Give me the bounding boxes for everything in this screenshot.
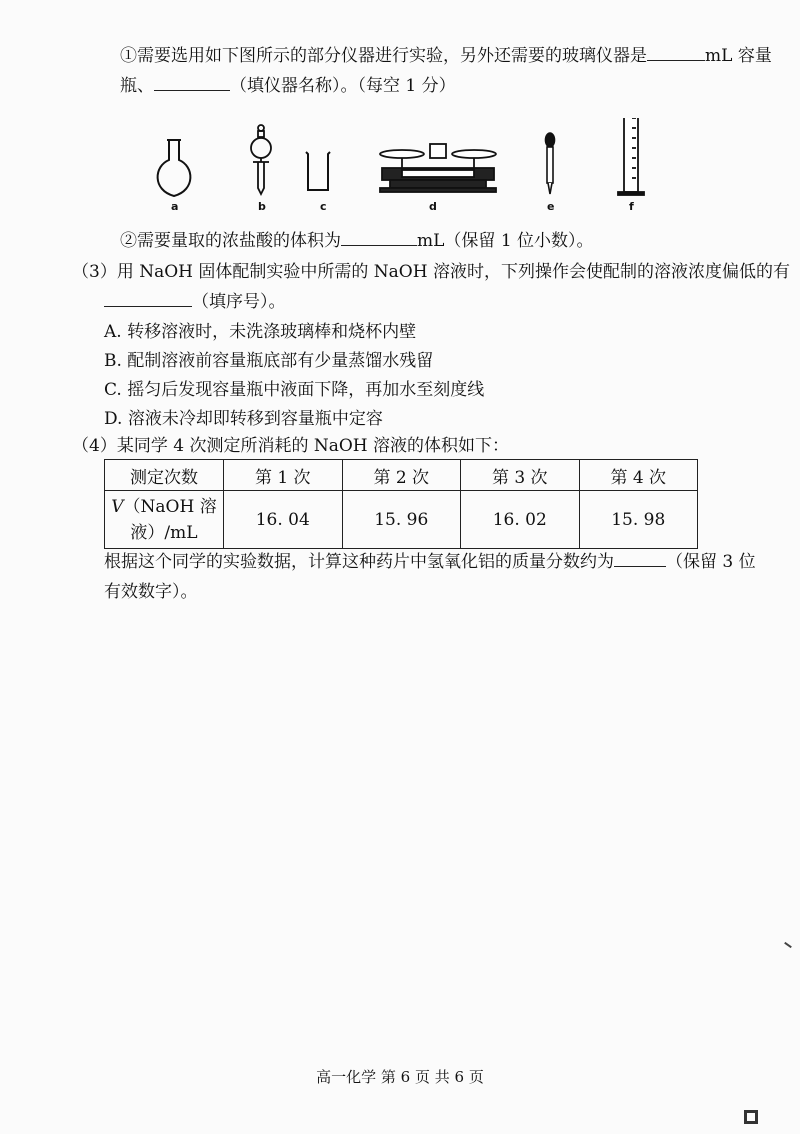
apparatus-label-f: f <box>629 200 634 213</box>
row-label-part2: 液）/mL <box>130 522 198 543</box>
table-cell: 15. 96 <box>342 491 461 549</box>
answer-blank-instrument-name[interactable] <box>154 74 230 91</box>
separatory-funnel-icon <box>251 125 271 194</box>
q2-2-line <box>120 229 594 253</box>
q4-line2: 有效数字）。 <box>104 582 198 602</box>
row-label-part1-text: （NaOH 溶 <box>123 496 217 517</box>
table-cell: 15. 98 <box>579 491 698 549</box>
margin-mark <box>784 942 792 948</box>
apparatus-figure <box>140 118 680 228</box>
table-header-cell: 第 2 次 <box>342 460 461 491</box>
q2-1-text-bottle: 瓶、 <box>120 76 154 96</box>
answer-blank-mass-fraction[interactable] <box>614 550 666 567</box>
apparatus-label-b: b <box>258 200 266 213</box>
q2-1-text-instruction: （填仪器名称）。（每空 1 分） <box>230 76 456 96</box>
table-header-cell: 第 1 次 <box>224 460 343 491</box>
q2-1-text-unit: mL 容量 <box>705 46 772 66</box>
q3-line2 <box>104 290 286 314</box>
q3-option-c: C. 摇匀后发现容量瓶中液面下降，再加水至刻度线 <box>104 380 485 400</box>
q3-option-d: D. 溶液未冷却即转移到容量瓶中定容 <box>104 409 383 429</box>
dropper-icon <box>546 133 555 194</box>
balance-icon <box>380 144 496 192</box>
table-row-label: V（NaOH 溶 液）/mL <box>105 491 224 549</box>
qr-code-icon <box>744 1110 758 1124</box>
apparatus-label-c: c <box>320 200 327 213</box>
q2-1-line2 <box>120 74 456 98</box>
apparatus-label-d: d <box>429 200 437 213</box>
data-table <box>104 459 698 549</box>
beaker-icon <box>306 152 330 190</box>
table-header-row <box>105 460 698 491</box>
answer-blank-options[interactable] <box>104 290 192 307</box>
graduated-cylinder-icon <box>618 118 644 195</box>
q2-1-text: ①需要选用如下图所示的部分仪器进行实验，另外还需要的玻璃仪器是 <box>120 46 647 66</box>
table-cell: 16. 02 <box>461 491 580 549</box>
page-footer: 高一化学 第 6 页 共 6 页 <box>316 1068 484 1086</box>
q3-instruction: （填序号）。 <box>192 292 286 312</box>
q4-line1 <box>104 550 756 574</box>
apparatus-label-e: e <box>547 200 555 213</box>
q4-intro: （4）某同学 4 次测定所消耗的 NaOH 溶液的体积如下： <box>72 436 510 456</box>
answer-blank-flask-volume[interactable] <box>647 44 705 61</box>
q3-option-b: B. 配制溶液前容量瓶底部有少量蒸馏水残留 <box>104 351 434 371</box>
table-header-cell: 第 3 次 <box>461 460 580 491</box>
q2-1-line1 <box>120 44 772 68</box>
flask-icon <box>158 140 191 196</box>
table-cell: 16. 04 <box>224 491 343 549</box>
q2-2-text-unit: mL（保留 1 位小数）。 <box>417 231 594 251</box>
q3-option-a: A. 转移溶液时，未洗涤玻璃棒和烧杯内壁 <box>104 322 417 342</box>
q3-line1: （3）用 NaOH 固体配制实验中所需的 NaOH 溶液时，下列操作会使配制的溶液浓度偏低的有 <box>72 262 790 282</box>
table-row <box>105 491 698 549</box>
q4-question-instruction: （保留 3 位 <box>666 552 756 572</box>
apparatus-label-a: a <box>171 200 179 213</box>
q2-2-text: ②需要量取的浓盐酸的体积为 <box>120 231 341 251</box>
table-header-label: 测定次数 <box>105 460 224 491</box>
table-header-cell: 第 4 次 <box>579 460 698 491</box>
q4-question-text: 根据这个同学的实验数据，计算这种药片中氢氧化铝的质量分数约为 <box>104 552 614 572</box>
answer-blank-acid-volume[interactable] <box>341 229 417 246</box>
